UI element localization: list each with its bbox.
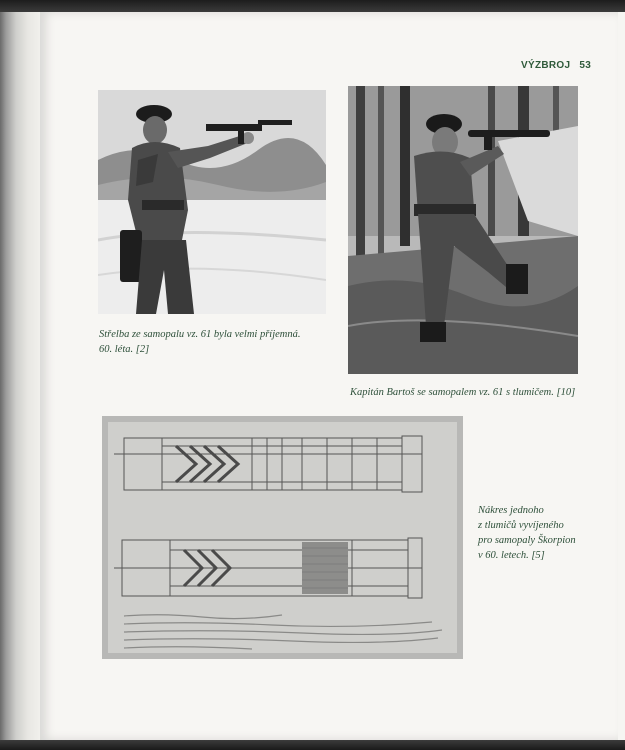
caption-drawing-line-1: Nákres jednoho	[478, 505, 544, 516]
scan-top-edge	[0, 0, 625, 12]
caption-photo-1-line-1: Střelba ze samopalu vz. 61 byla velmi příjemná.	[99, 329, 301, 340]
caption-drawing-line-4: v 60. letech. [5]	[478, 550, 545, 561]
caption-drawing	[478, 503, 588, 563]
caption-drawing-line-3: pro samopaly Škorpion	[478, 535, 576, 546]
caption-photo-1	[99, 327, 329, 357]
photo-soldier-snow	[98, 90, 326, 314]
photo-captain-forest	[348, 86, 578, 374]
running-head	[521, 60, 591, 71]
caption-drawing-line-2: z tlumičů vyvíjeného	[478, 520, 564, 531]
caption-photo-2: Kapitán Bartoš se samopalem vz. 61 s tlumičem. [10]	[350, 387, 576, 398]
page-number: 53	[579, 60, 592, 71]
drawing-suppressor	[102, 416, 463, 659]
book-spine	[0, 12, 40, 740]
caption-photo-1-line-2: 60. léta. [2]	[99, 344, 150, 355]
scan-bottom-edge	[0, 740, 625, 750]
running-head-section: VÝZBROJ	[521, 60, 571, 71]
